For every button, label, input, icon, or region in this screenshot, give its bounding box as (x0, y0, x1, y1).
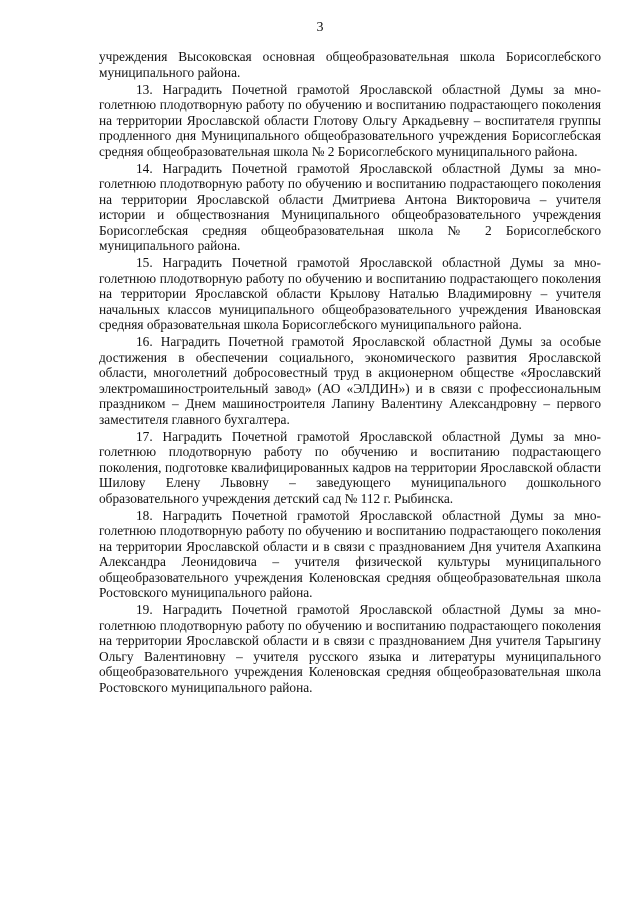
paragraph-item-17: 17. Наградить Почетной грамотой Ярославской областной Думы за многолетнюю плодотворную работу по обучению и воспитанию подрастающего поколения, подготовке квалифицированных кадров на территории Ярославской области Шилову Елену Львовну – заведующего муниципального дошкольного образовательного учреждения детский сад № 112 г. Рыбинска. (99, 428, 601, 506)
paragraph-item-15: 15. Наградить Почетной грамотой Ярославской областной Думы за многолетнюю плодотворную работу по обучению и воспитанию подрастающего поколения на территории Ярославской области Крылову Наталью Владимировну – учителя начальных классов муниципального общеобразовательного учреждения Ивановская средняя образовательная школа Борисоглебского муниципального района. (99, 255, 601, 332)
paragraph-item-16: 16. Наградить Почетной грамотой Ярославской областной Думы за особые достижения в обеспечении социального, экономического развития Ярославской области, многолетний добросовестный труд в акционерном обществе «Ярославский электромашиностроительный завод» (АО «ЭЛДИН») и в связи с профессиональным праздником – Днем машиностроителя Лапину Валентину Александровну – первого заместителя главного бухгалтера. (99, 334, 601, 427)
document-body (99, 49, 601, 695)
paragraph-item-14: 14. Наградить Почетной грамотой Ярославской областной Думы за многолетнюю плодотворную работу по обучению и воспитанию подрастающего поколения на территории Ярославской области Дмитриева Антона Викторовича – учителя истории и обществознания Муниципального общеобразовательного учреждения Борисоглебская средняя общеобразовательная школа № 2 Борисоглебского муниципального района. (99, 160, 601, 253)
paragraph-item-18: 18. Наградить Почетной грамотой Ярославской областной Думы за многолетнюю плодотворную работу по обучению и воспитанию подрастающего поколения на территории Ярославской области и в связи с празднованием Дня учителя Ахапкина Александра Леонидовича – учителя физической культуры муниципального общеобразовательного учреждения Коленовская средняя общеобразовательная школа Ростовского муниципального района. (99, 507, 601, 600)
paragraph-continuation: учреждения Высоковская основная общеобразовательная школа Борисоглебского муниципального района. (99, 49, 601, 80)
paragraph-item-19: 19. Наградить Почетной грамотой Ярославской областной Думы за многолетнюю плодотворную работу по обучению и воспитанию подрастающего поколения на территории Ярославской области и в связи с празднованием Дня учителя Тарыгину Ольгу Валентиновну – учителя русского языка и литературы муниципального общеобразовательного учреждения Коленовская средняя общеобразовательная школа Ростовского муниципального района. (99, 602, 601, 695)
paragraph-item-13: 13. Наградить Почетной грамотой Ярославской областной Думы за многолетнюю плодотворную работу по обучению и воспитанию подрастающего поколения на территории Ярославской области Глотову Ольгу Аркадьевну – воспитателя группы продленного дня Муниципального общеобразовательного учреждения Борисоглебская средняя общеобразовательная школа № 2 Борисоглебского муниципального района. (99, 81, 601, 159)
page-number: 3 (316, 20, 324, 35)
